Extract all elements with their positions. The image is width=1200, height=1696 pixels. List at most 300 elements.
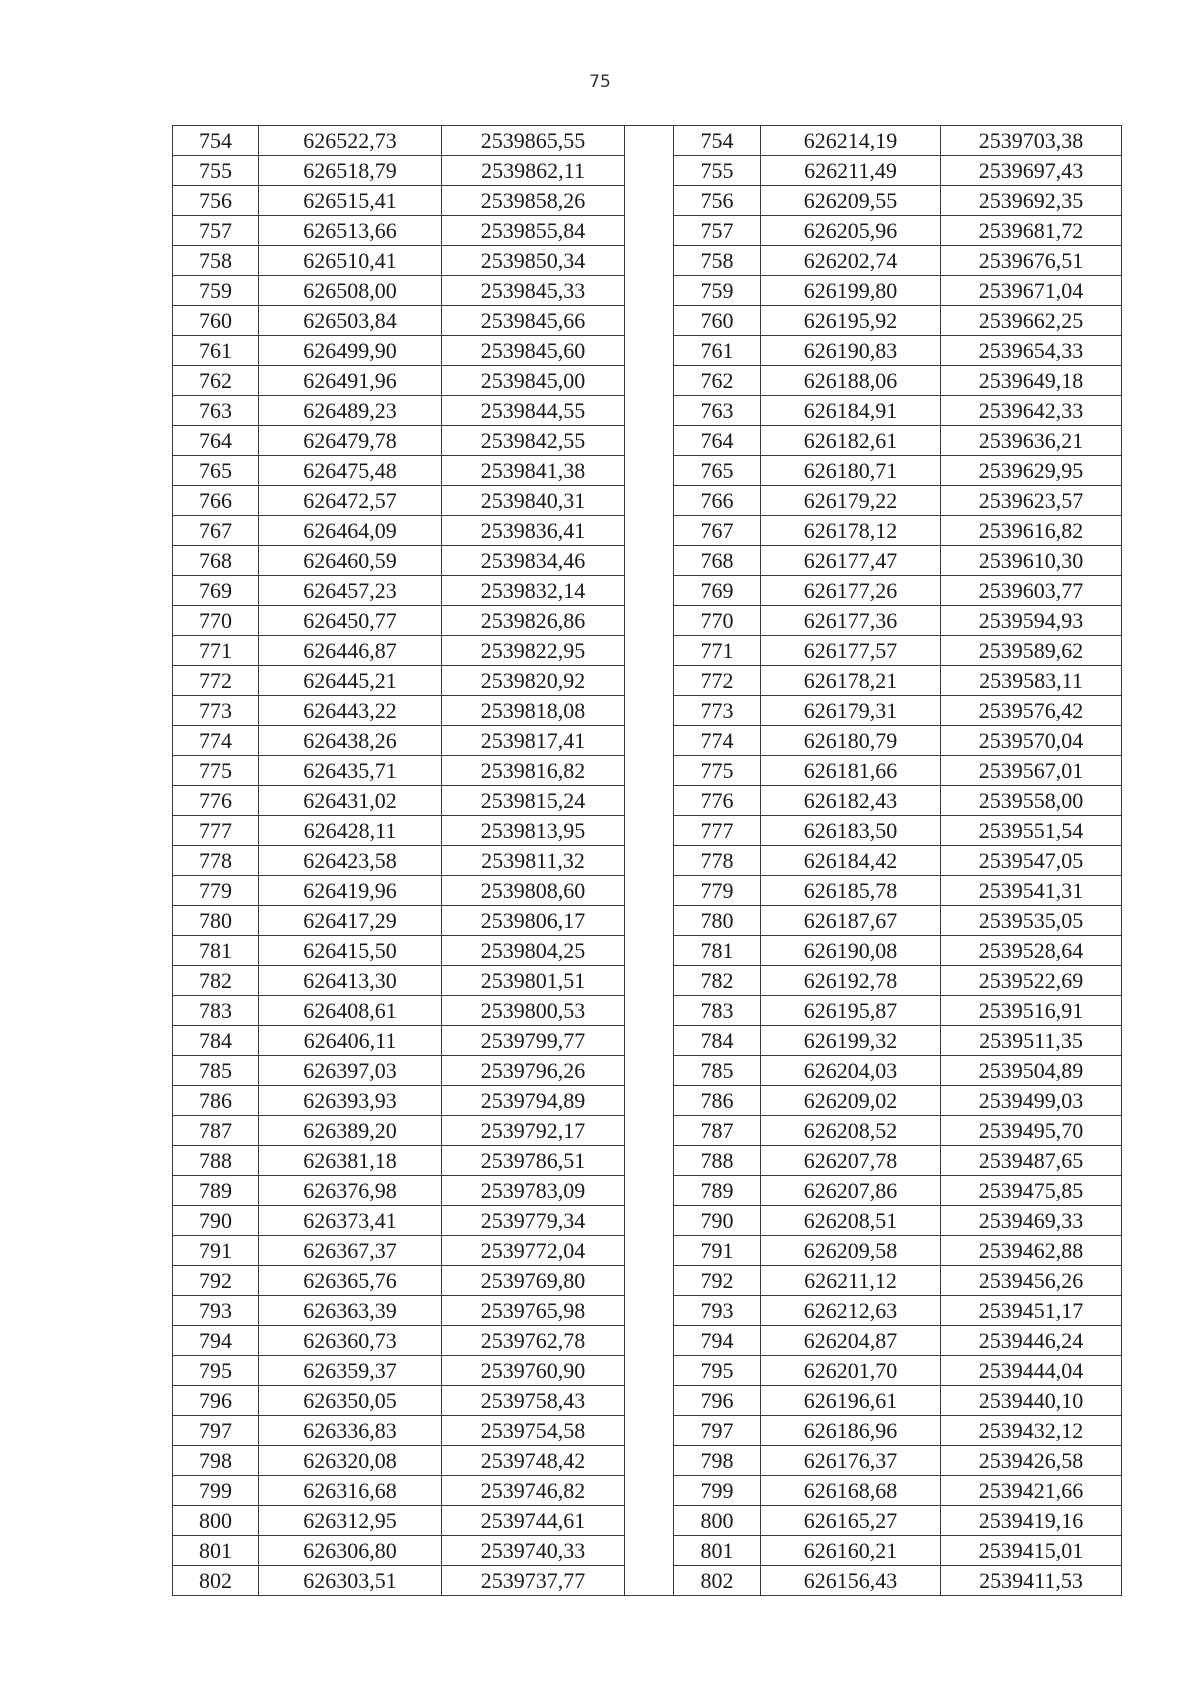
left-x-coordinate: 626312,95: [259, 1506, 442, 1536]
left-y-coordinate: 2539740,33: [442, 1536, 625, 1566]
right-point-number: 785: [674, 1056, 761, 1086]
right-y-coordinate: 2539426,58: [941, 1446, 1122, 1476]
table-row: [173, 246, 1122, 276]
table-row: [173, 1476, 1122, 1506]
table-row: [173, 1416, 1122, 1446]
left-point-number: 766: [173, 486, 259, 516]
left-x-coordinate: 626515,41: [259, 186, 442, 216]
right-point-number: 762: [674, 366, 761, 396]
left-point-number: 761: [173, 336, 259, 366]
right-y-coordinate: 2539636,21: [941, 426, 1122, 456]
right-point-number: 801: [674, 1536, 761, 1566]
column-gap: [625, 396, 674, 426]
right-y-coordinate: 2539499,03: [941, 1086, 1122, 1116]
right-point-number: 758: [674, 246, 761, 276]
table-row: [173, 726, 1122, 756]
column-gap: [625, 336, 674, 366]
left-point-number: 754: [173, 126, 259, 156]
right-x-coordinate: 626190,83: [761, 336, 941, 366]
left-point-number: 798: [173, 1446, 259, 1476]
column-gap: [625, 246, 674, 276]
left-x-coordinate: 626393,93: [259, 1086, 442, 1116]
column-gap: [625, 306, 674, 336]
left-y-coordinate: 2539844,55: [442, 396, 625, 426]
column-gap: [625, 846, 674, 876]
table-row: [173, 1356, 1122, 1386]
right-point-number: 795: [674, 1356, 761, 1386]
right-x-coordinate: 626208,51: [761, 1206, 941, 1236]
right-x-coordinate: 626178,21: [761, 666, 941, 696]
right-y-coordinate: 2539469,33: [941, 1206, 1122, 1236]
left-point-number: 782: [173, 966, 259, 996]
table-row: [173, 426, 1122, 456]
left-y-coordinate: 2539794,89: [442, 1086, 625, 1116]
left-point-number: 770: [173, 606, 259, 636]
right-x-coordinate: 626185,78: [761, 876, 941, 906]
left-x-coordinate: 626413,30: [259, 966, 442, 996]
table-row: [173, 786, 1122, 816]
left-point-number: 755: [173, 156, 259, 186]
left-x-coordinate: 626460,59: [259, 546, 442, 576]
column-gap: [625, 936, 674, 966]
left-point-number: 780: [173, 906, 259, 936]
table-row: [173, 276, 1122, 306]
right-y-coordinate: 2539432,12: [941, 1416, 1122, 1446]
column-gap: [625, 786, 674, 816]
right-point-number: 769: [674, 576, 761, 606]
right-point-number: 788: [674, 1146, 761, 1176]
right-y-coordinate: 2539419,16: [941, 1506, 1122, 1536]
right-y-coordinate: 2539567,01: [941, 756, 1122, 786]
column-gap: [625, 726, 674, 756]
right-point-number: 767: [674, 516, 761, 546]
right-point-number: 775: [674, 756, 761, 786]
left-x-coordinate: 626445,21: [259, 666, 442, 696]
right-point-number: 771: [674, 636, 761, 666]
left-x-coordinate: 626350,05: [259, 1386, 442, 1416]
left-x-coordinate: 626472,57: [259, 486, 442, 516]
table-row: [173, 156, 1122, 186]
left-y-coordinate: 2539811,32: [442, 846, 625, 876]
column-gap: [625, 186, 674, 216]
left-x-coordinate: 626373,41: [259, 1206, 442, 1236]
left-y-coordinate: 2539765,98: [442, 1296, 625, 1326]
left-x-coordinate: 626316,68: [259, 1476, 442, 1506]
left-y-coordinate: 2539845,60: [442, 336, 625, 366]
table-row: [173, 846, 1122, 876]
coordinates-table-body: [173, 126, 1122, 1596]
table-row: [173, 486, 1122, 516]
left-point-number: 773: [173, 696, 259, 726]
column-gap: [625, 606, 674, 636]
right-x-coordinate: 626177,47: [761, 546, 941, 576]
right-x-coordinate: 626204,87: [761, 1326, 941, 1356]
left-point-number: 794: [173, 1326, 259, 1356]
right-x-coordinate: 626178,12: [761, 516, 941, 546]
right-y-coordinate: 2539475,85: [941, 1176, 1122, 1206]
right-point-number: 799: [674, 1476, 761, 1506]
left-y-coordinate: 2539762,78: [442, 1326, 625, 1356]
left-point-number: 779: [173, 876, 259, 906]
column-gap: [625, 426, 674, 456]
right-y-coordinate: 2539547,05: [941, 846, 1122, 876]
left-point-number: 765: [173, 456, 259, 486]
right-y-coordinate: 2539642,33: [941, 396, 1122, 426]
left-x-coordinate: 626381,18: [259, 1146, 442, 1176]
table-row: [173, 1536, 1122, 1566]
left-point-number: 777: [173, 816, 259, 846]
left-point-number: 785: [173, 1056, 259, 1086]
right-y-coordinate: 2539676,51: [941, 246, 1122, 276]
column-gap: [625, 1356, 674, 1386]
left-y-coordinate: 2539836,41: [442, 516, 625, 546]
right-point-number: 770: [674, 606, 761, 636]
left-y-coordinate: 2539826,86: [442, 606, 625, 636]
left-y-coordinate: 2539855,84: [442, 216, 625, 246]
right-point-number: 766: [674, 486, 761, 516]
right-point-number: 757: [674, 216, 761, 246]
left-x-coordinate: 626443,22: [259, 696, 442, 726]
column-gap: [625, 1266, 674, 1296]
right-point-number: 779: [674, 876, 761, 906]
column-gap: [625, 1326, 674, 1356]
right-y-coordinate: 2539495,70: [941, 1116, 1122, 1146]
right-x-coordinate: 626177,26: [761, 576, 941, 606]
right-y-coordinate: 2539589,62: [941, 636, 1122, 666]
right-x-coordinate: 626207,86: [761, 1176, 941, 1206]
column-gap: [625, 216, 674, 246]
right-y-coordinate: 2539649,18: [941, 366, 1122, 396]
column-gap: [625, 276, 674, 306]
right-point-number: 777: [674, 816, 761, 846]
right-point-number: 794: [674, 1326, 761, 1356]
column-gap: [625, 1296, 674, 1326]
left-y-coordinate: 2539779,34: [442, 1206, 625, 1236]
left-y-coordinate: 2539746,82: [442, 1476, 625, 1506]
table-row: [173, 546, 1122, 576]
right-y-coordinate: 2539692,35: [941, 186, 1122, 216]
column-gap: [625, 1416, 674, 1446]
column-gap: [625, 1506, 674, 1536]
right-y-coordinate: 2539654,33: [941, 336, 1122, 366]
right-y-coordinate: 2539629,95: [941, 456, 1122, 486]
table-row: [173, 1506, 1122, 1536]
left-point-number: 778: [173, 846, 259, 876]
right-x-coordinate: 626165,27: [761, 1506, 941, 1536]
left-x-coordinate: 626419,96: [259, 876, 442, 906]
left-x-coordinate: 626389,20: [259, 1116, 442, 1146]
right-x-coordinate: 626211,12: [761, 1266, 941, 1296]
right-point-number: 787: [674, 1116, 761, 1146]
right-y-coordinate: 2539528,64: [941, 936, 1122, 966]
right-point-number: 786: [674, 1086, 761, 1116]
right-point-number: 765: [674, 456, 761, 486]
left-y-coordinate: 2539865,55: [442, 126, 625, 156]
right-x-coordinate: 626156,43: [761, 1566, 941, 1596]
coordinates-table: [172, 125, 1122, 1596]
left-y-coordinate: 2539744,61: [442, 1506, 625, 1536]
right-y-coordinate: 2539504,89: [941, 1056, 1122, 1086]
right-point-number: 761: [674, 336, 761, 366]
column-gap: [625, 546, 674, 576]
column-gap: [625, 1566, 674, 1596]
right-point-number: 792: [674, 1266, 761, 1296]
right-x-coordinate: 626180,71: [761, 456, 941, 486]
right-x-coordinate: 626192,78: [761, 966, 941, 996]
left-point-number: 772: [173, 666, 259, 696]
right-x-coordinate: 626184,91: [761, 396, 941, 426]
left-point-number: 764: [173, 426, 259, 456]
right-point-number: 778: [674, 846, 761, 876]
left-x-coordinate: 626522,73: [259, 126, 442, 156]
right-point-number: 780: [674, 906, 761, 936]
left-y-coordinate: 2539804,25: [442, 936, 625, 966]
left-y-coordinate: 2539796,26: [442, 1056, 625, 1086]
right-x-coordinate: 626208,52: [761, 1116, 941, 1146]
left-point-number: 783: [173, 996, 259, 1026]
right-x-coordinate: 626182,61: [761, 426, 941, 456]
right-x-coordinate: 626196,61: [761, 1386, 941, 1416]
column-gap: [625, 1476, 674, 1506]
right-x-coordinate: 626188,06: [761, 366, 941, 396]
table-row: [173, 606, 1122, 636]
right-point-number: 793: [674, 1296, 761, 1326]
left-y-coordinate: 2539822,95: [442, 636, 625, 666]
right-x-coordinate: 626214,19: [761, 126, 941, 156]
left-y-coordinate: 2539832,14: [442, 576, 625, 606]
left-point-number: 775: [173, 756, 259, 786]
left-x-coordinate: 626320,08: [259, 1446, 442, 1476]
left-x-coordinate: 626518,79: [259, 156, 442, 186]
right-y-coordinate: 2539671,04: [941, 276, 1122, 306]
right-x-coordinate: 626212,63: [761, 1296, 941, 1326]
right-point-number: 759: [674, 276, 761, 306]
column-gap: [625, 1086, 674, 1116]
table-row: [173, 966, 1122, 996]
left-y-coordinate: 2539845,33: [442, 276, 625, 306]
table-row: [173, 456, 1122, 486]
right-x-coordinate: 626168,68: [761, 1476, 941, 1506]
right-y-coordinate: 2539603,77: [941, 576, 1122, 606]
left-y-coordinate: 2539841,38: [442, 456, 625, 486]
right-point-number: 800: [674, 1506, 761, 1536]
left-point-number: 796: [173, 1386, 259, 1416]
left-x-coordinate: 626446,87: [259, 636, 442, 666]
left-x-coordinate: 626457,23: [259, 576, 442, 606]
left-x-coordinate: 626479,78: [259, 426, 442, 456]
right-point-number: 782: [674, 966, 761, 996]
table-row: [173, 1056, 1122, 1086]
right-point-number: 781: [674, 936, 761, 966]
table-row: [173, 516, 1122, 546]
right-point-number: 776: [674, 786, 761, 816]
left-x-coordinate: 626450,77: [259, 606, 442, 636]
right-y-coordinate: 2539456,26: [941, 1266, 1122, 1296]
right-y-coordinate: 2539576,42: [941, 696, 1122, 726]
right-x-coordinate: 626205,96: [761, 216, 941, 246]
left-x-coordinate: 626503,84: [259, 306, 442, 336]
left-point-number: 792: [173, 1266, 259, 1296]
column-gap: [625, 516, 674, 546]
left-y-coordinate: 2539845,66: [442, 306, 625, 336]
column-gap: [625, 1446, 674, 1476]
right-x-coordinate: 626201,70: [761, 1356, 941, 1386]
left-x-coordinate: 626499,90: [259, 336, 442, 366]
left-point-number: 800: [173, 1506, 259, 1536]
column-gap: [625, 1386, 674, 1416]
table-row: [173, 1206, 1122, 1236]
right-x-coordinate: 626207,78: [761, 1146, 941, 1176]
left-x-coordinate: 626510,41: [259, 246, 442, 276]
table-row: [173, 336, 1122, 366]
left-y-coordinate: 2539808,60: [442, 876, 625, 906]
column-gap: [625, 1236, 674, 1266]
table-row: [173, 1296, 1122, 1326]
table-row: [173, 126, 1122, 156]
left-point-number: 801: [173, 1536, 259, 1566]
right-point-number: 791: [674, 1236, 761, 1266]
left-point-number: 757: [173, 216, 259, 246]
column-gap: [625, 816, 674, 846]
right-point-number: 760: [674, 306, 761, 336]
left-point-number: 762: [173, 366, 259, 396]
right-x-coordinate: 626179,22: [761, 486, 941, 516]
right-x-coordinate: 626209,02: [761, 1086, 941, 1116]
table-row: [173, 876, 1122, 906]
table-row: [173, 576, 1122, 606]
right-y-coordinate: 2539541,31: [941, 876, 1122, 906]
right-x-coordinate: 626184,42: [761, 846, 941, 876]
column-gap: [625, 906, 674, 936]
table-row: [173, 666, 1122, 696]
left-y-coordinate: 2539820,92: [442, 666, 625, 696]
right-point-number: 755: [674, 156, 761, 186]
left-x-coordinate: 626435,71: [259, 756, 442, 786]
right-x-coordinate: 626211,49: [761, 156, 941, 186]
right-point-number: 784: [674, 1026, 761, 1056]
table-row: [173, 366, 1122, 396]
table-row: [173, 1146, 1122, 1176]
table-row: [173, 756, 1122, 786]
left-y-coordinate: 2539845,00: [442, 366, 625, 396]
left-point-number: 786: [173, 1086, 259, 1116]
right-point-number: 773: [674, 696, 761, 726]
left-y-coordinate: 2539840,31: [442, 486, 625, 516]
column-gap: [625, 366, 674, 396]
left-y-coordinate: 2539842,55: [442, 426, 625, 456]
left-point-number: 756: [173, 186, 259, 216]
table-row: [173, 996, 1122, 1026]
left-x-coordinate: 626428,11: [259, 816, 442, 846]
right-x-coordinate: 626195,92: [761, 306, 941, 336]
right-y-coordinate: 2539551,54: [941, 816, 1122, 846]
column-gap: [625, 1176, 674, 1206]
right-x-coordinate: 626199,80: [761, 276, 941, 306]
right-y-coordinate: 2539681,72: [941, 216, 1122, 246]
left-y-coordinate: 2539754,58: [442, 1416, 625, 1446]
column-gap: [625, 1116, 674, 1146]
right-x-coordinate: 626182,43: [761, 786, 941, 816]
left-x-coordinate: 626417,29: [259, 906, 442, 936]
left-y-coordinate: 2539758,43: [442, 1386, 625, 1416]
table-row: [173, 1176, 1122, 1206]
table-row: [173, 696, 1122, 726]
table-row: [173, 816, 1122, 846]
right-y-coordinate: 2539421,66: [941, 1476, 1122, 1506]
column-gap: [625, 966, 674, 996]
right-y-coordinate: 2539610,30: [941, 546, 1122, 576]
table-row: [173, 1086, 1122, 1116]
right-y-coordinate: 2539462,88: [941, 1236, 1122, 1266]
right-point-number: 797: [674, 1416, 761, 1446]
left-x-coordinate: 626513,66: [259, 216, 442, 246]
right-x-coordinate: 626180,79: [761, 726, 941, 756]
left-point-number: 791: [173, 1236, 259, 1266]
left-point-number: 758: [173, 246, 259, 276]
right-point-number: 789: [674, 1176, 761, 1206]
left-point-number: 787: [173, 1116, 259, 1146]
left-y-coordinate: 2539813,95: [442, 816, 625, 846]
left-point-number: 771: [173, 636, 259, 666]
column-gap: [625, 576, 674, 606]
column-gap: [625, 756, 674, 786]
column-gap: [625, 456, 674, 486]
right-y-coordinate: 2539440,10: [941, 1386, 1122, 1416]
right-point-number: 763: [674, 396, 761, 426]
right-y-coordinate: 2539623,57: [941, 486, 1122, 516]
table-row: [173, 1026, 1122, 1056]
left-x-coordinate: 626464,09: [259, 516, 442, 546]
left-y-coordinate: 2539858,26: [442, 186, 625, 216]
column-gap: [625, 156, 674, 186]
right-y-coordinate: 2539583,11: [941, 666, 1122, 696]
left-y-coordinate: 2539783,09: [442, 1176, 625, 1206]
right-point-number: 802: [674, 1566, 761, 1596]
left-y-coordinate: 2539816,82: [442, 756, 625, 786]
right-x-coordinate: 626186,96: [761, 1416, 941, 1446]
left-y-coordinate: 2539815,24: [442, 786, 625, 816]
left-point-number: 760: [173, 306, 259, 336]
left-point-number: 797: [173, 1416, 259, 1446]
right-x-coordinate: 626209,55: [761, 186, 941, 216]
right-point-number: 790: [674, 1206, 761, 1236]
right-y-coordinate: 2539411,53: [941, 1566, 1122, 1596]
column-gap: [625, 1056, 674, 1086]
left-x-coordinate: 626376,98: [259, 1176, 442, 1206]
left-x-coordinate: 626406,11: [259, 1026, 442, 1056]
right-x-coordinate: 626177,36: [761, 606, 941, 636]
right-y-coordinate: 2539594,93: [941, 606, 1122, 636]
right-y-coordinate: 2539535,05: [941, 906, 1122, 936]
column-gap: [625, 876, 674, 906]
left-y-coordinate: 2539792,17: [442, 1116, 625, 1146]
column-gap: [625, 1146, 674, 1176]
right-y-coordinate: 2539415,01: [941, 1536, 1122, 1566]
left-point-number: 781: [173, 936, 259, 966]
left-x-coordinate: 626415,50: [259, 936, 442, 966]
left-y-coordinate: 2539799,77: [442, 1026, 625, 1056]
right-y-coordinate: 2539444,04: [941, 1356, 1122, 1386]
right-point-number: 768: [674, 546, 761, 576]
left-x-coordinate: 626508,00: [259, 276, 442, 306]
left-point-number: 776: [173, 786, 259, 816]
right-y-coordinate: 2539703,38: [941, 126, 1122, 156]
left-y-coordinate: 2539834,46: [442, 546, 625, 576]
table-row: [173, 396, 1122, 426]
left-x-coordinate: 626367,37: [259, 1236, 442, 1266]
right-point-number: 774: [674, 726, 761, 756]
table-row: [173, 216, 1122, 246]
